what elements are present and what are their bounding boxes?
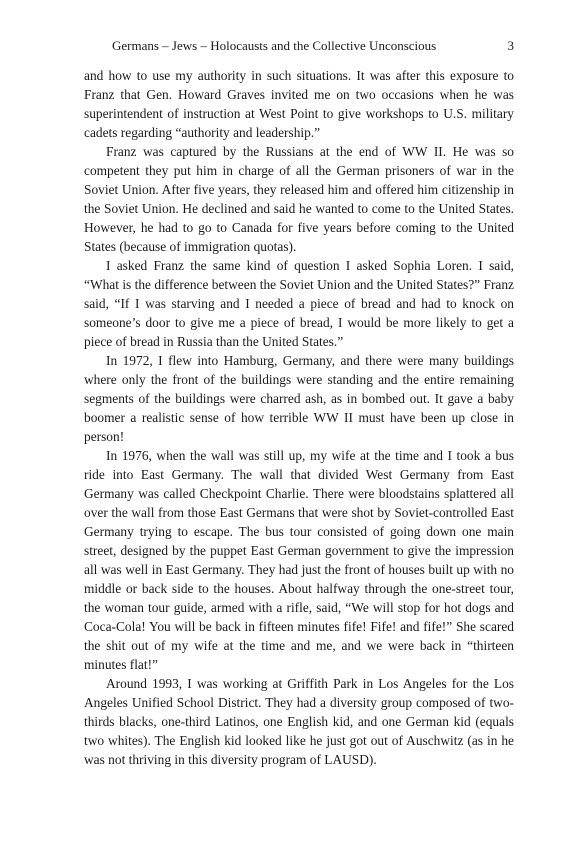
- paragraph-franz-question: I asked Franz the same kind of question I asked Sophia Loren. I said, “What is the difference between the Soviet Union and the United States?” Franz said, “If I was starving and I needed a piece of bread and had to knock on someone’s door to give me a piece of bread, I would be more likely to get a piece of bread in Russia than the United States.”: [84, 258, 514, 349]
- book-page: [84, 36, 514, 769]
- paragraph-griffith-park-1993: Around 1993, I was working at Griffith Park in Los Angeles for the Los Angeles Unified School District. They had a diversity group composed of two-thirds blacks, one-third Latinos, one English kid, and one German kid (equals two whites). The English kid looked like he just got out of Auschwitz (as in he was not thriving in this diversity program of LAUSD).: [84, 676, 514, 767]
- running-header: [84, 36, 514, 56]
- running-title: Germans – Jews – Holocausts and the Collective Unconscious: [112, 38, 437, 53]
- paragraph-franz-captured: Franz was captured by the Russians at the end of WW II. He was so competent they put him in charge of all the German prisoners of war in the Soviet Union. After five years, they released him and offered him citizenship in the Soviet Union. He declined and said he wanted to come to the United States. However, he had to go to Canada for five years before coming to the United States (because of immigration quotas).: [84, 144, 514, 254]
- paragraph-hamburg-1972: In 1972, I flew into Hamburg, Germany, and there were many buildings where only the front of the buildings were standing and the entire remaining segments of the buildings were charred ash, as in bombed out. It gave a baby boomer a realistic sense of how terrible WW II must have been up close in person!: [84, 353, 514, 444]
- body-text: [84, 66, 514, 769]
- paragraph-continuation: and how to use my authority in such situations. It was after this exposure to Franz that Gen. Howard Graves invited me on two occasions when he was superintendent of instruction at West Point to give workshops to U.S. military cadets regarding “authority and leadership.”: [84, 68, 514, 140]
- paragraph-east-germany-1976: In 1976, when the wall was still up, my wife at the time and I took a bus ride into East Germany. The wall that divided West Germany from East Germany was called Checkpoint Charlie. There were bloodstains splattered all over the wall from those East Germans that were shot by Soviet-controlled East Germany trying to escape. The bus tour consisted of going down one main street, designed by the puppet East German government to give the impression all was well in East Germany. They had just the front of houses built up with no middle or back side to the houses. About halfway through the one-street tour, the woman tour guide, armed with a rifle, said, “We will stop for hot dogs and Coca-Cola! You will be back in fifteen minutes fife! Fife! and fife!” She scared the shit out of my wife at the time and me, and we were back in “thirteen minutes flat!”: [84, 448, 514, 672]
- page-number: 3: [507, 38, 514, 53]
